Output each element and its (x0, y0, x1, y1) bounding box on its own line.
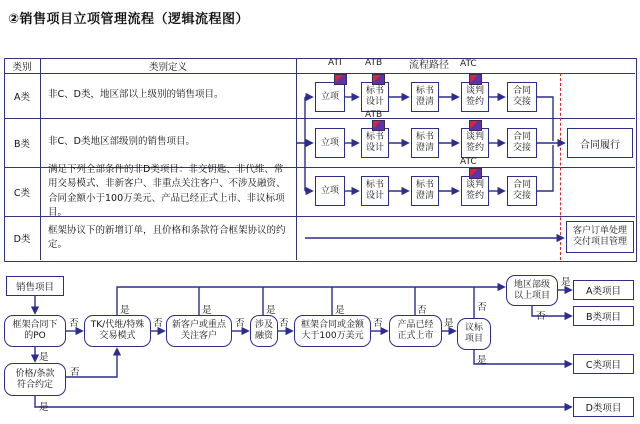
step-label: 标书 (415, 86, 434, 97)
row-a-definition: 非C、D类，地区部以上级别的销售项目。 (48, 89, 224, 101)
yes-label: 是 (561, 277, 571, 288)
row-b-step-bid-design-box (361, 128, 389, 158)
yes-label: 是 (266, 305, 276, 316)
row-a-category: A类 (14, 91, 30, 103)
outcome-a-class-box: A类项目 (573, 280, 634, 300)
row-a-step-initiation-box (315, 82, 345, 112)
step-label: 交接 (512, 97, 531, 107)
row-a-step-bid-clarify-box (411, 82, 439, 112)
header-category: 类别 (12, 61, 32, 73)
outcome-b-class-box: B类项目 (573, 306, 634, 326)
no-label: 否 (70, 367, 80, 378)
milestone-flag-icon (469, 74, 482, 85)
gate-label-atb: ATB (365, 110, 383, 120)
step-label: 标书 (415, 132, 434, 143)
no-label: 否 (235, 318, 245, 329)
step-label: 谈判 (465, 86, 484, 97)
no-label: 否 (417, 305, 427, 316)
step-label: 签约 (465, 97, 484, 107)
decision-financing-box (250, 315, 278, 347)
row-b-category: B类 (13, 138, 31, 150)
decision-label: 融资 (254, 331, 273, 341)
step-label: 合同 (512, 86, 531, 97)
decision-label: TK/代维/特殊 (90, 320, 145, 331)
order-box-line1: 客户订单处理 (572, 226, 627, 237)
contract-fulfillment-box: 合同履行 (567, 128, 633, 158)
gate-label-atc: ATC (460, 157, 477, 167)
outcome-c-class-box: C类项目 (573, 354, 634, 374)
yes-label: 是 (335, 305, 345, 316)
step-label: 标书 (415, 180, 434, 191)
row-a-step-negotiate-sign-box (461, 82, 489, 112)
yes-label: 是 (444, 318, 454, 329)
decision-label: 议标 (464, 323, 483, 334)
yes-label: 是 (477, 355, 487, 366)
row-a-step-bid-design-box (361, 82, 389, 112)
row-b-step-negotiate-sign-box (461, 128, 489, 158)
decision-label: 价格/条款 (15, 368, 55, 379)
row-c-step-bid-clarify-box (411, 176, 439, 206)
decision-label: 产品已经 (397, 320, 434, 331)
row-d-definition: 框架协议下的新增订单，且价格和条款符合框架协议的约定。 (48, 224, 286, 250)
no-label: 否 (153, 318, 163, 329)
milestone-flag-icon (334, 74, 347, 85)
decision-amount-box (294, 315, 371, 347)
decision-region-level-box (506, 275, 558, 306)
order-box-line2: 交付项目管理 (572, 237, 627, 247)
row-c-step-contract-handover-box (507, 176, 537, 206)
no-label: 否 (373, 318, 383, 329)
no-label: 否 (536, 311, 546, 322)
step-label: 谈判 (465, 180, 484, 191)
decision-new-customer-box (166, 315, 232, 347)
milestone-flag-icon (372, 74, 385, 85)
row-b-step-initiation-box (315, 128, 345, 158)
step-label: 标书 (365, 86, 384, 97)
decision-label: 大于100万美元 (301, 331, 364, 341)
decision-tk-special-mode-box (84, 315, 151, 347)
decision-label: 框架合同或金额 (300, 320, 364, 331)
gate-label-atc: ATC (460, 59, 477, 69)
row-c-step-negotiate-sign-box (461, 176, 489, 206)
milestone-flag-icon (469, 120, 482, 131)
step-label: 谈判 (465, 132, 484, 143)
step-label: 交接 (512, 191, 531, 201)
decision-label: 地区部级 (513, 279, 550, 290)
milestone-flag-icon (469, 168, 482, 179)
sales-project-box: 销售项目 (6, 276, 64, 296)
gate-label-atb: ATB (365, 58, 383, 68)
step-label: 合同 (512, 180, 531, 191)
gate-label-ati: ATI (328, 58, 342, 68)
row-c-step-bid-design-box (361, 176, 389, 206)
step-label: 交接 (512, 143, 531, 153)
step-label: 标书 (365, 132, 384, 143)
step-label: 设计 (365, 143, 384, 153)
decision-product-launched-box (389, 315, 442, 347)
yes-label: 是 (39, 352, 49, 363)
yes-label: 是 (120, 305, 130, 316)
outcome-d-class-box: D类项目 (573, 397, 634, 417)
decision-label: 关注客户 (180, 331, 217, 341)
decision-label: 的PO (24, 331, 46, 341)
row-b-definition: 非C、D类地区部级别的销售项目。 (48, 136, 195, 148)
step-label: 澄清 (415, 191, 434, 201)
row-a-step-contract-handover-box (507, 82, 537, 112)
decision-label: 以上项目 (513, 290, 550, 301)
header-process-path: 流程路径 (409, 60, 449, 71)
row-b-step-contract-handover-box (507, 128, 537, 158)
decision-framework-po-box (4, 315, 66, 347)
decision-price-terms-box (4, 363, 66, 396)
step-label: 澄清 (415, 143, 434, 153)
step-label: 合同 (512, 132, 531, 143)
yes-label: 是 (39, 402, 49, 413)
row-c-category: C类 (13, 187, 31, 199)
step-label: 签约 (465, 191, 484, 201)
row-b-step-bid-clarify-box (411, 128, 439, 158)
step-label: 签约 (465, 143, 484, 153)
decision-label: 涉及 (254, 320, 273, 331)
decision-label: 交易模式 (99, 331, 136, 341)
no-label: 否 (477, 302, 487, 313)
no-label: 否 (69, 318, 79, 329)
row-c-definition: 满足下列全部条件的非D类项目：非交钥匙、非代维、常用交易模式、非新客户、非重点关注客户、不涉及融资、合同金额小于100万美元、产品已经正式上市、非议标项目。 (48, 164, 286, 218)
step-label: 标书 (365, 180, 384, 191)
decision-label: 新客户或重点 (171, 320, 226, 331)
header-definition: 类别定义 (148, 61, 187, 73)
step-label: 立项 (320, 185, 339, 196)
decision-label: 项目 (464, 334, 483, 344)
step-label: 设计 (365, 191, 384, 201)
decision-label: 框架合同下 (12, 320, 58, 331)
step-label: 设计 (365, 97, 384, 107)
row-c-step-initiation-box (315, 176, 345, 206)
yes-label: 是 (202, 305, 212, 316)
step-label: 立项 (320, 137, 339, 148)
decision-label: 符合约定 (16, 379, 53, 390)
step-label: 立项 (320, 91, 339, 102)
step-label: 澄清 (415, 97, 434, 107)
page-title: ②销售项目立项管理流程（逻辑流程图） (8, 12, 250, 27)
milestone-flag-icon (372, 120, 385, 131)
decision-negotiated-bid-box (457, 318, 491, 350)
decision-label: 正式上市 (397, 331, 434, 341)
row-d-category: D类 (13, 234, 31, 245)
no-label: 否 (279, 318, 289, 329)
customer-order-delivery-box (566, 221, 634, 253)
